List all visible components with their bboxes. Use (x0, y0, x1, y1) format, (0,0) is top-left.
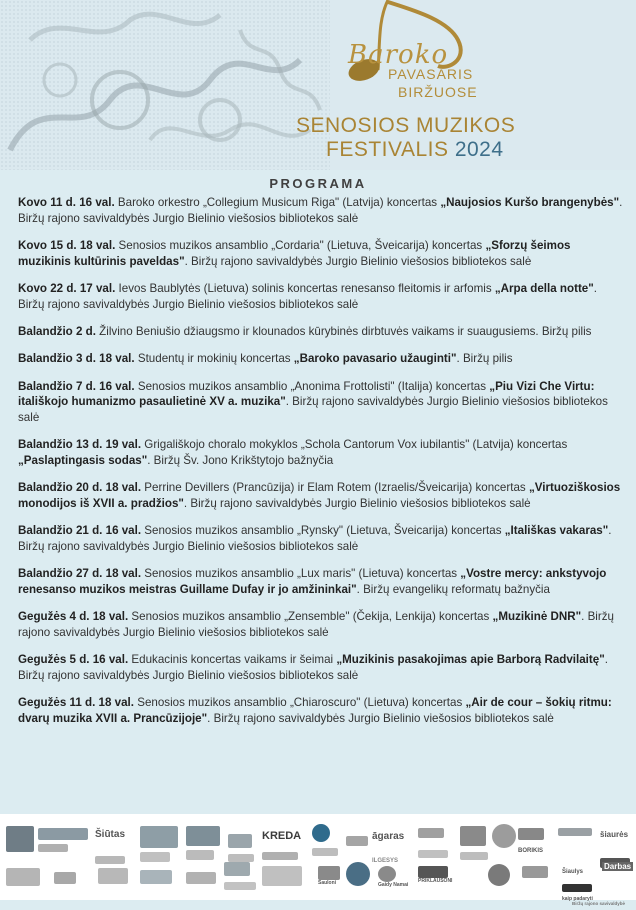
event-venue: . Biržų rajono savivaldybės Jurgio Bielinio viešosios bibliotekos salė (184, 254, 532, 268)
sponsor-logos-strip (0, 814, 636, 906)
event-date: Balandžio 13 d. 19 val. (18, 438, 142, 452)
sponsor-word-ilgesys: ILGESYS (372, 858, 399, 864)
event-title: „Itališkas vakaras" (504, 524, 609, 538)
event-date: Kovo 15 d. 18 val. (18, 238, 116, 252)
program-title: PROGRAMA (269, 176, 367, 191)
sponsor-word-priklausoni: PRIKLAUSONI (418, 878, 453, 884)
sponsor-logo (228, 834, 254, 862)
sponsor-logo-gaidy-namai (378, 866, 408, 888)
event-description: Ievos Baublytės (Lietuva) solinis koncertas renesanso fleitomis ir arfomis (115, 281, 495, 295)
sponsor-logo (140, 870, 172, 884)
sponsor-logo (492, 824, 516, 848)
event-venue: . Biržų rajono savivaldybės Jurgio Bielinio viešosios bibliotekos salė (18, 610, 614, 639)
sponsor-logo (522, 866, 548, 878)
event-date: Balandžio 3 d. 18 val. (18, 352, 135, 366)
sponsor-word-agaras: āgaras (372, 831, 405, 842)
sponsor-logo (186, 872, 216, 884)
sponsor-logo-kreda (262, 826, 301, 860)
sponsor-word-darbas: Darbas (604, 862, 632, 871)
event-title: „Piu Vizi Che Virtu: itališkojo humanizmo pasaulietinė XV a. muzika" (18, 379, 595, 409)
event-venue: . Biržų rajono savivaldybės Jurgio Bielinio viešosios bibliotekos salė (18, 281, 597, 311)
sponsor-logo (346, 836, 368, 846)
event-description: Senosios muzikos ansamblio „Chiaroscuro" (Lietuva) koncertas (134, 696, 466, 710)
sponsor-logo (558, 828, 592, 836)
sponsor-word-kreda: KREDA (262, 830, 302, 842)
event-list (18, 195, 624, 738)
sponsor-word-borikis: BORIKIS (518, 848, 544, 854)
sponsor-logo (140, 826, 178, 862)
event-item (18, 195, 624, 226)
sponsor-logo-sauloni (318, 866, 340, 886)
sponsor-word-siaulys: Šiaulys (562, 869, 584, 875)
event-venue: . Biržų evangelikų reformatų bažnyčia (356, 582, 550, 596)
event-description: Edukacinis koncertas vaikams ir šeimai (128, 653, 337, 667)
sponsor-logo (312, 824, 338, 856)
event-item (18, 695, 624, 726)
sponsor-logo (346, 862, 370, 886)
event-title: „Virtuoziškosios monodijos iš XVII a. pradžios" (18, 481, 621, 510)
sponsor-word-birzu-rajono: Biržų rajono savivaldybė (572, 901, 626, 906)
sponsor-logo (488, 864, 510, 886)
event-title: „Naujosios Kuršo brangenybės" (440, 196, 620, 209)
event-item (18, 281, 624, 312)
event-venue: . Biržų rajono savivaldybės Jurgio Bielinio viešosios bibliotekos salė (183, 496, 531, 510)
event-title: „Paslaptingasis sodas" (18, 453, 148, 467)
event-item (18, 523, 624, 554)
event-venue: . Biržų pilis (456, 352, 513, 366)
event-description: Senosios muzikos ansamblio „Lux maris" (Lietuva) koncertas (141, 567, 461, 581)
event-description: Žilvino Beniušio džiaugsmo ir klounados kūrybinės dirbtuvės vaikams ir suaugusiems. Biržų pilis (95, 324, 592, 338)
event-item (18, 437, 624, 468)
event-date: Gegužės 5 d. 16 val. (18, 653, 129, 667)
festival-title-line2 (326, 138, 504, 162)
event-venue: . Biržų rajono savivaldybės Jurgio Bielinio viešosios bibliotekos salė (18, 524, 612, 553)
baroque-ornament-illustration (0, 0, 330, 170)
sponsor-logo (186, 826, 220, 860)
sponsor-logo (6, 826, 34, 852)
sponsor-logo (54, 872, 76, 884)
event-title: „Vostre mercy: ankstyvojo renesanso muzikos meistras Guillame Dufay ir jo amžininkai" (18, 567, 607, 596)
festival-header (0, 0, 636, 170)
sponsor-logo (262, 866, 302, 886)
sponsor-logo-agaras (372, 826, 404, 864)
festival-year: 2024 (454, 138, 504, 161)
event-description: Grigališkojo choralo mokyklos „Schola Cantorum Vox iubilantis" (Latvija) koncertas (141, 438, 568, 452)
event-item (18, 609, 624, 640)
sponsor-word-siaures: šiaurės (600, 830, 629, 839)
event-description: Senosios muzikos ansamblio „Cordaria" (Lietuva, Šveicarija) koncertas (115, 238, 486, 252)
event-date: Balandžio 20 d. 18 val. (18, 481, 142, 495)
event-title: „Muzikinė DNR" (492, 610, 582, 624)
event-date: Kovo 22 d. 17 val. (18, 281, 116, 295)
sponsor-logo (460, 826, 488, 860)
event-title: „Muzikinis pasakojimas apie Barborą Radvilaitę" (336, 653, 605, 667)
event-date: Gegužės 11 d. 18 val. (18, 696, 134, 710)
event-description: Studentų ir mokinių koncertas (134, 352, 294, 366)
sponsor-logo-siutas (95, 824, 125, 864)
sponsor-word-siutas: Šiūtas (95, 829, 126, 840)
event-title: „Baroko pavasario užauginti" (293, 352, 457, 366)
sponsor-word-sauloni: Sauloni (318, 880, 337, 886)
sponsor-logo (224, 862, 256, 890)
festival-word: FESTIVALIS (326, 138, 449, 161)
event-item (18, 351, 624, 367)
sponsor-logo-darbas (602, 856, 633, 874)
event-description: Senosios muzikos ansamblio „Zensemble" (Čekija, Lenkija) koncertas (128, 610, 493, 624)
event-venue: . Biržų rajono savivaldybės Jurgio Bielinio viešosios bibliotekos salė (18, 395, 608, 424)
sponsor-word-kaip-padaryti: kaip padaryti (562, 896, 593, 902)
event-date: Balandžio 27 d. 18 val. (18, 567, 142, 581)
festival-title-line1: SENOSIOS MUZIKOS (296, 114, 516, 137)
event-date: Balandžio 21 d. 16 val. (18, 524, 142, 538)
event-description: Baroko orkestro „Collegium Musicum Riga" (Latvija) koncertas (114, 196, 441, 209)
event-item (18, 379, 624, 426)
event-item (18, 324, 624, 340)
event-venue: . Biržų Šv. Jono Krikštytojo bažnyčia (147, 453, 334, 467)
event-title: „Arpa della notte" (494, 281, 594, 295)
sponsor-logo (38, 828, 88, 852)
logo-subtitle-birzuose: BIRŽUOSE (398, 84, 478, 100)
event-description: Senosios muzikos ansamblio „Rynsky" (Lietuva, Šveicarija) koncertas (141, 524, 505, 538)
sponsor-logo-birzu-rajono (572, 892, 625, 910)
event-date: Gegužės 4 d. 18 val. (18, 610, 129, 624)
event-item (18, 566, 624, 597)
event-title: „Sforzų šeimos muzikinis kultūrinis paveldas" (18, 238, 571, 268)
sponsor-logo (418, 828, 448, 858)
sponsor-logo (98, 868, 128, 884)
logo-script-baroko: Baroko (348, 40, 449, 70)
event-description: Senosios muzikos ansamblio „Anonima Frottolisti" (Italija) koncertas (134, 379, 490, 393)
event-date: Balandžio 7 d. 16 val. (18, 379, 135, 393)
sponsor-word-gaidy-namai: Gaidy Namai (378, 882, 409, 888)
sponsor-logo (6, 868, 40, 886)
event-venue: . Biržų rajono savivaldybės Jurgio Bielinio viešosios bibliotekos salė (18, 196, 623, 225)
event-item (18, 238, 624, 269)
event-description: Perrine Devillers (Prancūzija) ir Elam Rotem (Izraelis/Šveicarija) koncertas (141, 481, 529, 495)
event-date: Balandžio 2 d. (18, 324, 96, 338)
event-venue: . Biržų rajono savivaldybės Jurgio Bielinio viešosios bibliotekos salė (18, 653, 608, 682)
sponsor-logo (518, 828, 544, 854)
event-item (18, 480, 624, 511)
event-venue: . Biržų rajono savivaldybės Jurgio Bielinio viešosios bibliotekos salė (207, 711, 554, 725)
logo-subtitle-pavasaris: PAVASARIS (388, 66, 474, 82)
event-date: Kovo 11 d. 16 val. (18, 196, 115, 209)
event-item (18, 652, 624, 683)
event-title: „Air de cour – šokių ritmu: dvarų muzika XVII a. Prancūzijoje" (18, 696, 612, 725)
sponsor-logo-priklausoni (418, 866, 452, 884)
